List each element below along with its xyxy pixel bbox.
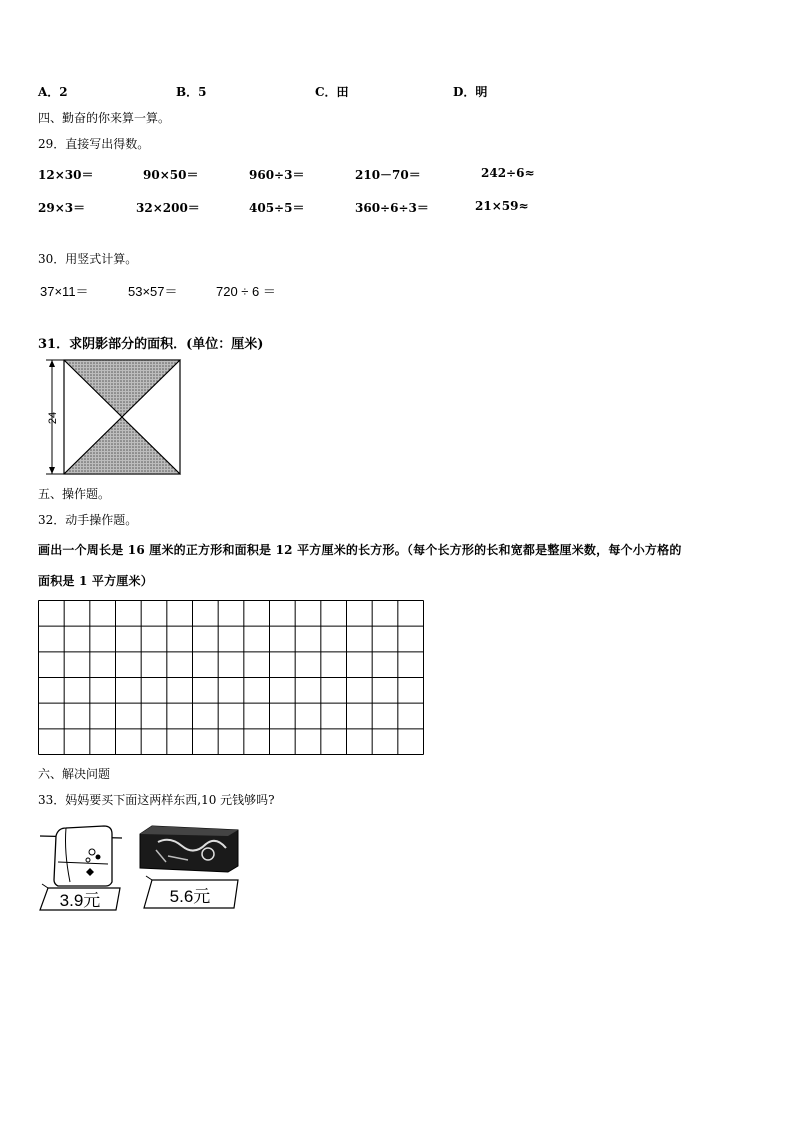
q33-title: 33．妈妈要买下面这两样东西,10 元钱够吗?	[38, 793, 275, 807]
dimension-label: 24	[47, 411, 59, 425]
towel-price: 3.9元	[59, 891, 101, 910]
square-grid[interactable]	[38, 600, 424, 755]
q29-item: 405÷5＝	[249, 201, 305, 215]
q32-instruction-line2: 面积是 1 平方厘米）	[38, 574, 153, 588]
q29-item: 29×3＝	[38, 201, 86, 215]
q32-title: 32．动手操作题。	[38, 513, 138, 527]
arrow-down-icon	[49, 467, 55, 474]
q29-item: 12×30＝	[38, 168, 94, 182]
q29-item: 21×59≈	[475, 199, 529, 213]
q31-title: 31．求阴影部分的面积．(单位：厘米)	[38, 337, 264, 352]
section-4-title: 四、勤奋的你来算一算。	[38, 111, 171, 125]
q30-item: 720 ÷ 6 ＝	[216, 284, 276, 299]
grid-lines	[38, 600, 424, 755]
option-a: A．2	[38, 85, 68, 99]
arrow-up-icon	[49, 360, 55, 367]
q29-item: 90×50＝	[143, 168, 199, 182]
option-c: C．田	[315, 85, 349, 99]
section-6-title: 六、解决问题	[38, 767, 111, 781]
q30-title: 30．用竖式计算。	[38, 252, 138, 266]
option-d: D．明	[453, 85, 488, 99]
q29-item: 32×200＝	[136, 201, 200, 215]
q29-item: 210－70＝	[355, 168, 421, 182]
towel-image	[36, 822, 128, 914]
shaded-area-figure	[36, 356, 186, 480]
q29-item: 960÷3＝	[249, 168, 305, 182]
toothpaste-price: 5.6元	[169, 887, 211, 906]
q32-instruction-line1: 画出一个周长是 16 厘米的正方形和面积是 12 平方厘米的长方形。（每个长方形的长和宽都是整厘米数，每个小方格的	[38, 543, 682, 557]
section-5-title: 五、操作题。	[38, 487, 111, 501]
toothpaste-image	[138, 822, 244, 916]
q30-item: 37×11＝	[40, 284, 89, 299]
q29-item: 360÷6÷3＝	[355, 201, 429, 215]
q29-item: 242÷6≈	[481, 166, 535, 180]
option-b: B．5	[176, 85, 207, 99]
q30-item: 53×57＝	[128, 284, 178, 299]
q29-title: 29．直接写出得数。	[38, 137, 150, 151]
